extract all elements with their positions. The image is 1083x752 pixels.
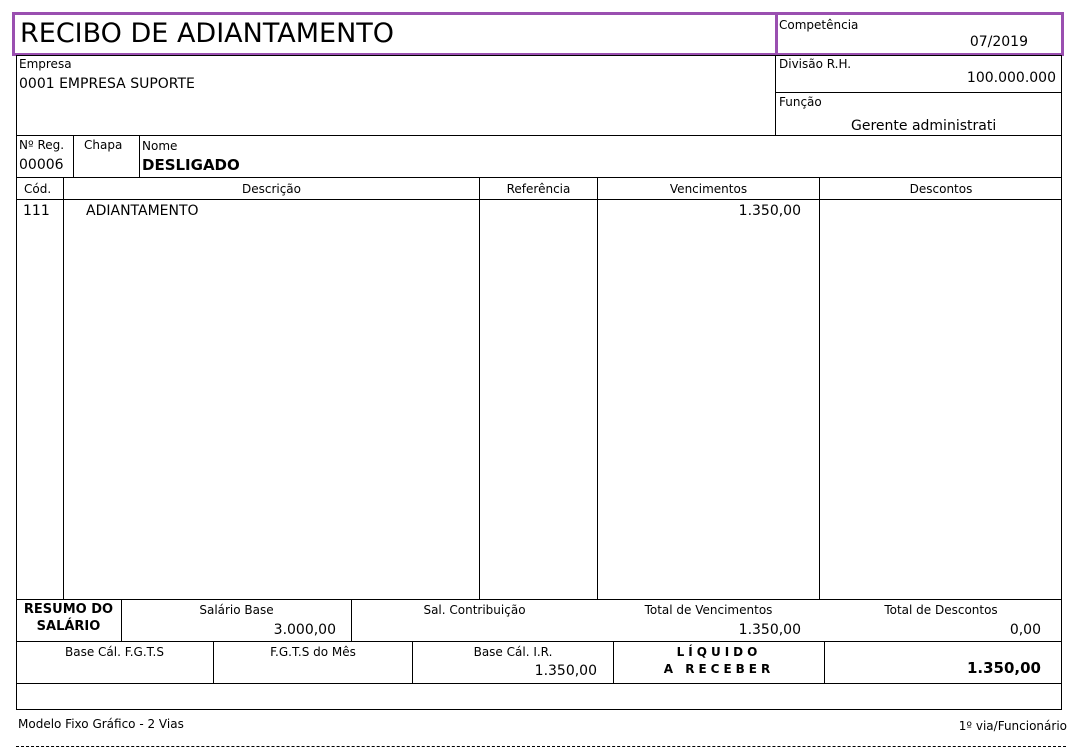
via-note: 1º via/Funcionário (958, 719, 1067, 733)
total-vencimentos-value: 1.350,00 (738, 622, 801, 638)
row-cod: 111 (23, 203, 50, 219)
fgts-mes-label: F.G.T.S do Mês (270, 645, 356, 659)
col-divider-vencimentos (819, 177, 820, 599)
liquido-value: 1.350,00 (966, 659, 1041, 677)
reg-label: Nº Reg. (19, 138, 65, 152)
col-divider-referencia (597, 177, 598, 599)
resumo-title-2: SALÁRIO (36, 619, 101, 634)
liquido-line-2: A RECEBER (663, 662, 775, 676)
reg-value: 00006 (19, 157, 64, 173)
total-descontos-label: Total de Descontos (884, 603, 998, 617)
row-vencimentos: 1.350,00 (738, 203, 801, 219)
base-ir-label: Base Cál. I.R. (473, 645, 553, 659)
divider-table-top (16, 177, 1062, 178)
base-ir-value: 1.350,00 (534, 663, 597, 679)
col-header-vencimentos: Vencimentos (669, 182, 748, 196)
row-descricao: ADIANTAMENTO (86, 203, 199, 219)
nome-value: DESLIGADO (142, 156, 240, 174)
col-header-descricao: Descrição (241, 182, 302, 196)
divider-resumo-top (16, 599, 1062, 600)
divisao-label: Divisão R.H. (779, 57, 852, 71)
funcao-label: Função (779, 95, 822, 109)
divider-footer-bottom (16, 683, 1062, 684)
divisao-value: 100.000.000 (966, 70, 1056, 86)
divider-reg (73, 135, 74, 177)
divider-table-head (16, 199, 1062, 200)
salario-base-label: Salário Base (199, 603, 274, 617)
empresa-value: 0001 EMPRESA SUPORTE (19, 76, 195, 92)
col-header-referencia: Referência (506, 182, 571, 196)
page-title: RECIBO DE ADIANTAMENTO (20, 18, 395, 49)
competencia-value: 07/2019 (969, 34, 1028, 50)
liquido-line-1: LÍQUIDO (676, 645, 762, 659)
cut-line (16, 746, 1066, 747)
total-vencimentos-label: Total de Vencimentos (644, 603, 773, 617)
divider-funcao (775, 92, 1062, 93)
empresa-label: Empresa (19, 57, 72, 71)
col-divider-descricao (479, 177, 480, 599)
competencia-label: Competência (779, 18, 859, 32)
divider-chapa (139, 135, 140, 177)
col-header-descontos: Descontos (909, 182, 973, 196)
divider-right-col (775, 55, 776, 135)
divider-footer-4 (824, 641, 825, 683)
divider-footer-top (16, 641, 1062, 642)
total-descontos-value: 0,00 (1009, 622, 1041, 638)
salario-base-value: 3.000,00 (273, 622, 336, 638)
chapa-label: Chapa (84, 138, 123, 152)
col-divider-cod (63, 177, 64, 599)
funcao-value: Gerente administrati (851, 118, 997, 134)
base-fgts-label: Base Cál. F.G.T.S (65, 645, 164, 659)
divider-employee-top (16, 135, 1062, 136)
nome-label: Nome (142, 139, 178, 153)
resumo-title-1: RESUMO DO (23, 602, 114, 617)
sal-contribuicao-label: Sal. Contribuição (423, 603, 526, 617)
modelo-note: Modelo Fixo Gráfico - 2 Vias (18, 717, 184, 731)
col-header-cod: Cód. (24, 182, 52, 196)
